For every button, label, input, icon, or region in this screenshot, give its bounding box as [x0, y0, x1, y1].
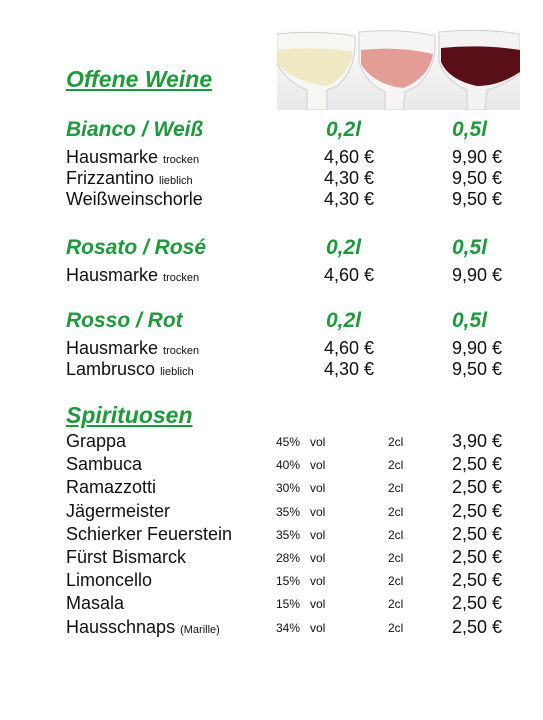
spirit-name: Schierker Feuerstein [66, 523, 233, 544]
size-label-large: 0,5l [452, 309, 488, 332]
section-heading: Rosso / Rot [66, 309, 183, 332]
serving-size: 2cl [388, 551, 404, 565]
spirit-item [66, 476, 156, 498]
volume-label: vol [310, 504, 326, 519]
spirit-price: 2,50 € [452, 616, 503, 637]
wine-note: trocken [163, 272, 200, 284]
price-large: 9,50 € [452, 359, 503, 379]
size-label-large: 0,5l [452, 118, 488, 141]
wine-name: Hausmarke [66, 265, 159, 285]
price-small: 4,30 € [324, 189, 375, 209]
wine-note: lieblich [159, 175, 193, 187]
spirit-price: 2,50 € [452, 570, 503, 591]
spirits-title: Spirituosen [66, 402, 193, 428]
spirit-item [66, 523, 232, 545]
spirit-price: 2,50 € [452, 547, 503, 567]
wine-item [66, 358, 194, 383]
wine-name: Hausmarke [66, 338, 159, 358]
spirit-price: 2,50 € [452, 454, 503, 475]
page-title: Offene Weine [66, 66, 213, 92]
alcohol-percent: 35% [276, 527, 301, 542]
serving-size: 2cl [388, 481, 404, 496]
price-large: 9,50 € [452, 168, 503, 188]
spirit-name: Fürst Bismarck [66, 547, 187, 567]
section-heading: Rosato / Rosé [66, 236, 207, 259]
spirit-item [66, 569, 152, 591]
size-label-large: 0,5l [452, 236, 488, 259]
spirit-item [66, 453, 142, 475]
wine-note: trocken [163, 154, 200, 166]
serving-size: 2cl [388, 527, 404, 542]
spirit-name: Masala [66, 593, 125, 614]
serving-size: 2cl [388, 458, 404, 473]
wine-name: Frizzantino [66, 168, 155, 188]
spirit-name: Grappa [66, 431, 127, 451]
price-large: 9,90 € [452, 265, 503, 285]
spirit-item [66, 616, 220, 641]
spirit-name: Hausschnaps [66, 616, 176, 637]
volume-label: vol [310, 620, 326, 635]
section-heading: Bianco / Weiß [66, 118, 204, 141]
spirit-name: Jägermeister [66, 500, 171, 521]
price-small: 4,30 € [324, 168, 375, 188]
spirit-item [66, 592, 124, 614]
price-small: 4,60 € [324, 265, 375, 285]
size-label-small: 0,2l [326, 236, 362, 259]
wine-item [66, 264, 199, 289]
price-large: 9,50 € [452, 189, 503, 209]
alcohol-percent: 28% [276, 551, 301, 565]
alcohol-percent: 15% [276, 574, 301, 589]
volume-label: vol [310, 574, 326, 589]
serving-size: 2cl [388, 620, 404, 635]
alcohol-percent: 15% [276, 597, 301, 612]
volume-label: vol [310, 597, 326, 612]
spirit-price: 2,50 € [452, 593, 503, 614]
size-label-small: 0,2l [326, 118, 362, 141]
price-small: 4,60 € [324, 147, 375, 167]
spirit-note: (Marille) [180, 623, 220, 636]
volume-label: vol [310, 481, 326, 496]
spirit-price: 2,50 € [452, 523, 503, 544]
wine-note: lieblich [160, 366, 194, 378]
alcohol-percent: 35% [276, 504, 301, 519]
volume-label: vol [310, 435, 326, 449]
volume-label: vol [310, 527, 326, 542]
spirit-name: Limoncello [66, 570, 153, 591]
spirit-price: 2,50 € [452, 477, 503, 498]
price-large: 9,90 € [452, 147, 503, 167]
serving-size: 2cl [388, 435, 404, 449]
spirit-price: 2,50 € [452, 500, 503, 521]
spirit-item [66, 546, 186, 568]
wine-glasses-image [277, 24, 520, 110]
spirit-name: Ramazzotti [66, 477, 157, 498]
spirit-name: Sambuca [66, 454, 143, 475]
wine-name: Lambrusco [66, 359, 156, 379]
price-small: 4,60 € [324, 338, 375, 358]
serving-size: 2cl [388, 597, 404, 612]
volume-label: vol [310, 551, 326, 565]
alcohol-percent: 30% [276, 481, 301, 496]
size-label-small: 0,2l [326, 309, 362, 332]
price-small: 4,30 € [324, 359, 375, 379]
volume-label: vol [310, 458, 326, 473]
alcohol-percent: 45% [276, 435, 301, 449]
wine-note: trocken [163, 345, 200, 357]
wine-name: Hausmarke [66, 147, 159, 167]
price-large: 9,90 € [452, 338, 503, 358]
alcohol-percent: 40% [276, 458, 301, 473]
wine-name: Weißweinschorle [66, 189, 203, 209]
serving-size: 2cl [388, 504, 404, 519]
alcohol-percent: 34% [276, 620, 301, 635]
spirit-price: 3,90 € [452, 431, 503, 451]
spirit-item [66, 430, 126, 452]
serving-size: 2cl [388, 574, 404, 589]
spirit-item [66, 500, 170, 522]
wine-item [66, 188, 203, 210]
